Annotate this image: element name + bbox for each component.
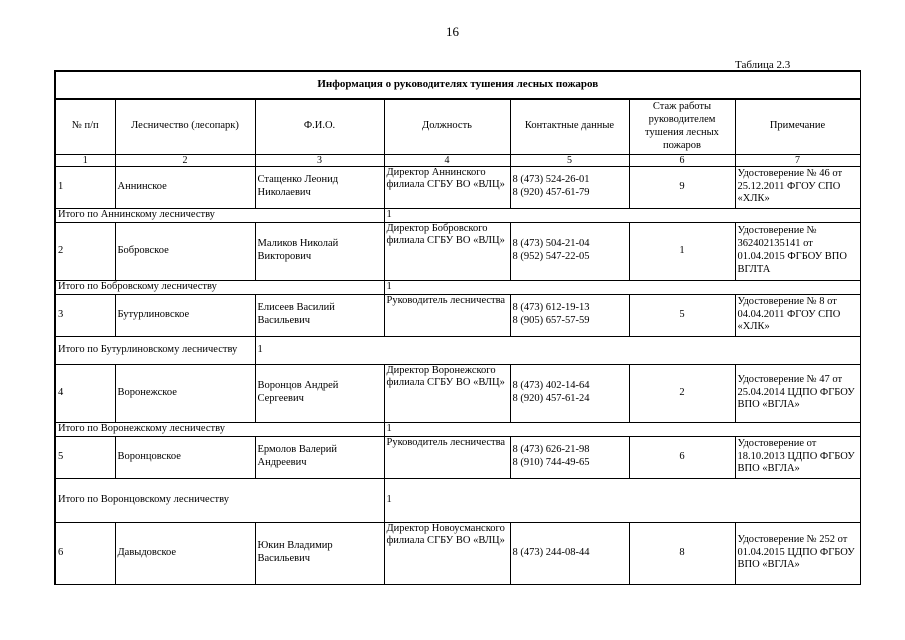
phone-number: 8 (920) 457-61-79 [512,187,590,198]
phone-number: 8 (473) 244-08-44 [512,546,590,558]
row-number: 5 [55,436,115,478]
total-label: Итого по Бобровскому лесничеству [55,280,384,294]
note: Удостоверение № 362402135141 от 01.04.2015 ФГБОУ ВПО ВГЛТА [735,222,860,280]
contacts [510,166,629,208]
phone-number: 8 (905) 657-57-59 [512,315,590,326]
total-row [55,422,860,436]
leader-fio: Елисеев Василий Васильевич [255,294,384,336]
experience-years: 6 [629,436,735,478]
phone-number: 8 (473) 402-14-64 [512,380,590,392]
table-row [55,522,860,584]
forestry-name: Бутурлиновское [115,294,255,336]
header-position: Должность [384,99,510,154]
leader-position: Директор Новоусманского филиала СГБУ ВО «ВЛЦ» [384,522,510,584]
total-value: 1 [384,208,860,222]
leader-fio: Стащенко Леонид Николаевич [255,166,384,208]
note: Удостоверение № 46 от 25.12.2011 ФГОУ СПО «ХЛК» [735,166,860,208]
leader-fio: Ермолов Валерий Андреевич [255,436,384,478]
contacts [510,436,629,478]
table-row [55,222,860,280]
total-row [55,208,860,222]
header-fio: Ф.И.О. [255,99,384,154]
leaders-table [54,70,861,585]
leader-position: Руководитель лесничества [384,436,510,478]
total-value: 1 [384,280,860,294]
page-number: 16 [446,24,459,39]
row-number: 4 [55,364,115,422]
contacts [510,294,629,336]
leader-position: Директор Воронежского филиала СГБУ ВО «ВЛЦ» [384,364,510,422]
forestry-name: Аннинское [115,166,255,208]
forestry-name: Давыдовское [115,522,255,584]
leader-fio: Воронцов Андрей Сергеевич [255,364,384,422]
leader-position: Директор Аннинского филиала СГБУ ВО «ВЛЦ» [384,166,510,208]
forestry-name: Воронежское [115,364,255,422]
row-number: 1 [55,166,115,208]
total-row [55,336,860,364]
total-value: 1 [384,478,860,522]
note: Удостоверение № 47 от 25.04.2014 ЦДПО ФГБОУ ВПО «ВГЛА» [735,364,860,422]
total-label: Итого по Воронцовскому лесничеству [55,478,384,522]
total-value: 1 [384,422,860,436]
column-number: 4 [384,154,510,166]
phone-number: 8 (473) 504-21-04 [512,238,590,250]
note: Удостоверение от 18.10.2013 ЦДПО ФГБОУ ВПО «ВГЛА» [735,436,860,478]
leader-position: Руководитель лесничества [384,294,510,336]
phone-number: 8 (910) 744-49-65 [512,457,590,468]
phone-number: 8 (473) 524-26-01 [512,174,590,186]
table-caption: Таблица 2.3 [735,59,791,71]
column-number: 6 [629,154,735,166]
header-forestry: Лесничество (лесопарк) [115,99,255,154]
leader-position: Директор Бобровского филиала СГБУ ВО «ВЛЦ» [384,222,510,280]
header-contacts: Контактные данные [510,99,629,154]
header-num: № п/п [55,99,115,154]
header-row [55,99,860,154]
phone-number: 8 (952) 547-22-05 [512,251,590,262]
table-row [55,436,860,478]
contacts [510,364,629,422]
leader-fio: Юкин Владимир Васильевич [255,522,384,584]
table-row [55,294,860,336]
column-number: 1 [55,154,115,166]
total-value: 1 [255,336,860,364]
phone-number: 8 (473) 612-19-13 [512,302,590,314]
experience-years: 5 [629,294,735,336]
experience-years: 1 [629,222,735,280]
table-row [55,364,860,422]
column-number: 7 [735,154,860,166]
experience-years: 8 [629,522,735,584]
note: Удостоверение № 252 от 01.04.2015 ЦДПО ФГБОУ ВПО «ВГЛА» [735,522,860,584]
phone-number: 8 (920) 457-61-24 [512,393,590,404]
row-number: 2 [55,222,115,280]
row-number: 3 [55,294,115,336]
table-title-row [55,71,860,99]
note: Удостоверение № 8 от 04.04.2011 ФГОУ СПО «ХЛК» [735,294,860,336]
table-row [55,166,860,208]
leader-fio: Маликов Николай Викторович [255,222,384,280]
contacts [510,522,629,584]
column-number: 3 [255,154,384,166]
contacts [510,222,629,280]
total-row [55,478,860,522]
total-label: Итого по Воронежскому лесничеству [55,422,384,436]
forestry-name: Воронцовское [115,436,255,478]
header-note: Примечание [735,99,860,154]
total-label: Итого по Аннинскому лесничеству [55,208,384,222]
experience-years: 2 [629,364,735,422]
column-number: 2 [115,154,255,166]
total-label: Итого по Бутурлиновскому лесничеству [55,336,255,364]
table-title: Информация о руководителях тушения лесных пожаров [55,71,860,99]
experience-years: 9 [629,166,735,208]
column-number-row [55,154,860,166]
header-experience: Стаж работы руководителем тушения лесных пожаров [629,99,735,154]
row-number: 6 [55,522,115,584]
column-number: 5 [510,154,629,166]
forestry-name: Бобровское [115,222,255,280]
total-row [55,280,860,294]
phone-number: 8 (473) 626-21-98 [512,444,590,456]
